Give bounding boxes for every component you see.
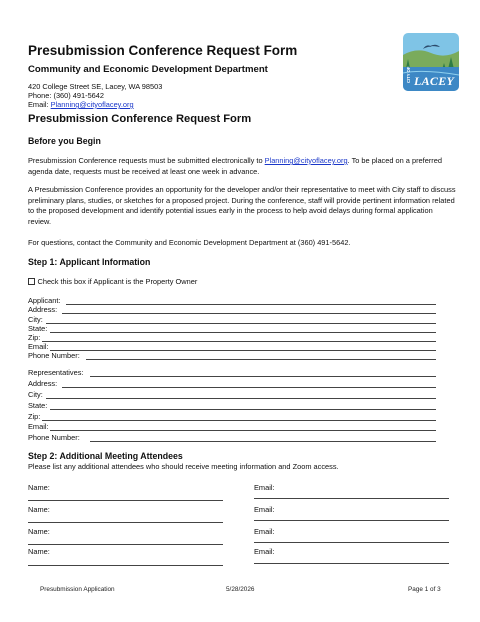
footer-date: 5/28/2026: [226, 586, 255, 593]
address-field-row[interactable]: [28, 305, 436, 314]
zip-field-row[interactable]: [28, 333, 436, 342]
attendee-name-line[interactable]: [28, 544, 223, 545]
attendee-email-line[interactable]: [254, 520, 449, 521]
before-heading: Before you Begin: [28, 136, 101, 146]
footer-page-number: Page 1 of 3: [408, 586, 441, 593]
field-label: Phone Number:: [28, 351, 80, 360]
field-line[interactable]: [62, 313, 436, 314]
before-paragraph-1: [28, 156, 456, 177]
field-label: City:: [28, 315, 43, 324]
email-label: Email:: [28, 100, 49, 109]
attendee-name-label: Name:: [28, 505, 50, 514]
phone-field-row[interactable]: [28, 351, 436, 360]
field-label: City:: [28, 390, 43, 399]
email-line: [28, 100, 162, 109]
step2-instructions: Please list any additional attendees who should receive meeting information and Zoom access.: [28, 462, 339, 471]
field-label: Zip:: [28, 333, 41, 342]
logo-lacey: LACEY: [414, 74, 455, 88]
p1-text-pre: Presubmission Conference requests must be submitted electronically to: [28, 156, 265, 165]
p1-email-link[interactable]: Planning@cityoflacey.org: [264, 156, 348, 165]
rep-city-field-row[interactable]: [28, 390, 436, 399]
before-paragraph-2: A Presubmission Conference provides an opportunity for the developer and/or their representative to meet with City staff to discuss preliminary plans, studies, or sketches for a proposed project. During the conference, staff will provide pertinent information related to the proposed development and identify potential issues early in the process to help avoid delays during formal application review.: [28, 185, 456, 226]
field-label: State:: [28, 324, 48, 333]
rep-state-field-row[interactable]: [28, 401, 436, 410]
representatives-field-row[interactable]: [28, 368, 436, 377]
attendee-name-label: Name:: [28, 527, 50, 536]
city-of-lacey-logo: [403, 33, 459, 91]
field-line[interactable]: [46, 398, 436, 399]
attendee-email-label: Email:: [254, 547, 275, 556]
planning-email-link[interactable]: Planning@cityoflacey.org: [50, 100, 134, 109]
field-label: Representatives:: [28, 368, 84, 377]
before-paragraph-3: For questions, contact the Community and Economic Development Department at (360) 491-5642.: [28, 238, 351, 247]
attendee-name-line[interactable]: [28, 565, 223, 566]
attendee-name-label: Name:: [28, 547, 50, 556]
field-label: Zip:: [28, 412, 41, 421]
attendee-email-line[interactable]: [254, 498, 449, 499]
field-label: Phone Number:: [28, 433, 80, 442]
rep-email-field-row[interactable]: [28, 422, 436, 431]
footer-document-name: Presubmission Application: [40, 586, 115, 593]
contact-block: [28, 82, 162, 109]
city-field-row[interactable]: [28, 315, 436, 324]
attendee-email-line[interactable]: [254, 563, 449, 564]
address-line: 420 College Street SE, Lacey, WA 98503: [28, 82, 163, 91]
field-label: Email:: [28, 342, 49, 351]
step1-heading: Step 1: Applicant Information: [28, 257, 151, 267]
attendee-email-label: Email:: [254, 483, 275, 492]
field-line[interactable]: [62, 387, 436, 388]
field-label: Applicant:: [28, 296, 61, 305]
field-line[interactable]: [50, 409, 436, 410]
applicant-field-row[interactable]: [28, 296, 436, 305]
attendee-name-line[interactable]: [28, 500, 223, 501]
attendee-email-line[interactable]: [254, 542, 449, 543]
field-line[interactable]: [86, 359, 436, 360]
attendee-name-label: Name:: [28, 483, 50, 492]
field-label: Address:: [28, 379, 58, 388]
field-label: Address:: [28, 305, 58, 314]
form-title: Presubmission Conference Request Form: [28, 43, 298, 58]
state-field-row[interactable]: [28, 324, 436, 333]
field-line[interactable]: [50, 430, 436, 431]
field-line[interactable]: [90, 441, 436, 442]
rep-zip-field-row[interactable]: [28, 412, 436, 421]
owner-checkbox-row[interactable]: [28, 277, 197, 286]
field-label: Email:: [28, 422, 49, 431]
field-label: State:: [28, 401, 48, 410]
attendee-email-label: Email:: [254, 505, 275, 514]
owner-checkbox-label: Check this box if Applicant is the Property Owner: [37, 277, 198, 286]
email-field-row[interactable]: [28, 342, 436, 351]
field-line[interactable]: [42, 420, 436, 421]
department-name: Community and Economic Development Department: [28, 64, 268, 75]
p1-text-post: . To be placed on a preferred agenda date, requests must be received at least one week in advance.: [28, 156, 442, 176]
attendee-name-line[interactable]: [28, 522, 223, 523]
attendee-email-label: Email:: [254, 527, 275, 536]
rep-address-field-row[interactable]: [28, 379, 436, 388]
form-title-repeat: Presubmission Conference Request Form: [28, 113, 252, 125]
phone-line: Phone: (360) 491-5642: [28, 91, 105, 100]
step2-heading: Step 2: Additional Meeting Attendees: [28, 451, 183, 461]
logo-city-of: CITY OF: [406, 66, 411, 83]
rep-phone-field-row[interactable]: [28, 433, 436, 442]
field-line[interactable]: [90, 376, 436, 377]
owner-checkbox[interactable]: [28, 278, 35, 285]
